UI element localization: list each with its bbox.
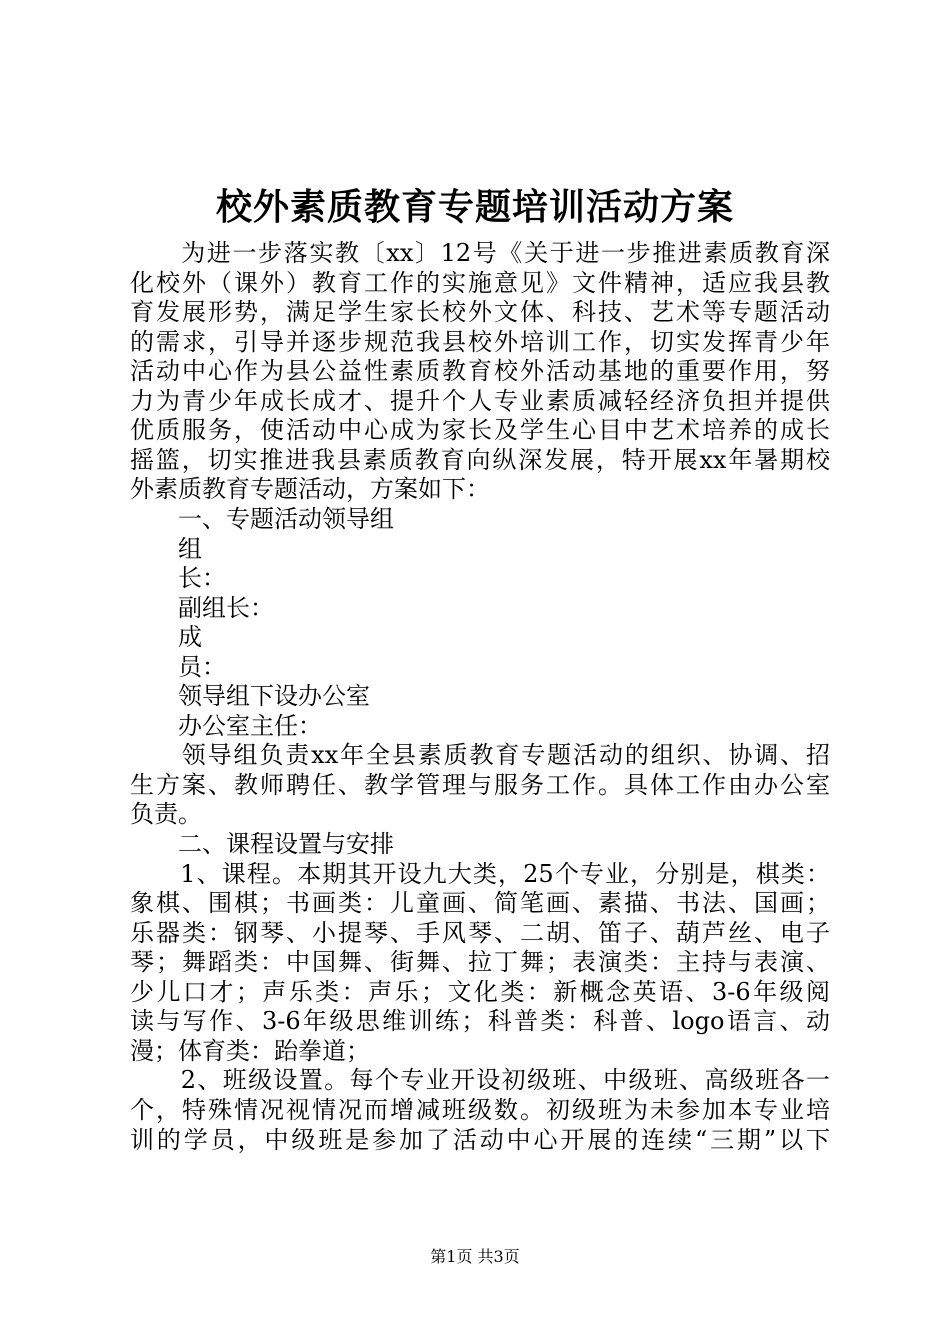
body-line: 活动中心作为县公益性素质教育校外活动基地的重要作用，努 [130, 357, 830, 386]
body-line: 训的学员，中级班是参加了活动中心开展的连续“三期”以下 [130, 1125, 830, 1154]
body-line: 员： [130, 652, 226, 681]
body-line: 负责。 [130, 800, 202, 829]
body-line: 领导组下设办公室 [130, 682, 370, 711]
body-line: 琴；舞蹈类：中国舞、街舞、拉丁舞；表演类：主持与表演、 [130, 948, 830, 977]
body-line: 化校外（课外）教育工作的实施意见》文件精神，适应我县教 [130, 268, 830, 297]
body-line: 摇篮，切实推进我县素质教育向纵深发展，特开展xx年暑期校 [130, 445, 830, 474]
body-line: 读与写作、3-6年级思维训练；科普类：科普、logo语言、动 [130, 1007, 830, 1036]
body-line: 组 [130, 534, 202, 563]
body-line: 乐器类：钢琴、小提琴、手风琴、二胡、笛子、葫芦丝、电子 [130, 918, 830, 947]
body-line: 生方案、教师聘任、教学管理与服务工作。具体工作由办公室 [130, 770, 830, 799]
body-line: 二、课程设置与安排 [130, 830, 394, 858]
body-line: 象棋、围棋；书画类：儿童画、简笔画、素描、书法、国画； [130, 889, 830, 918]
body-line: 办公室主任： [130, 711, 322, 740]
body-line: 力为青少年成长成才、提升个人专业素质减轻经济负担并提供 [130, 386, 830, 415]
body-line: 优质服务，使活动中心成为家长及学生心目中艺术培养的成长 [130, 416, 830, 445]
body-line: 成 [130, 623, 202, 652]
body-line: 长： [130, 564, 226, 593]
body-line: 个，特殊情况视情况而增减班级数。初级班为未参加本专业培 [130, 1095, 830, 1124]
body-line: 领导组负责xx年全县素质教育专题活动的组织、协调、招 [130, 741, 830, 770]
body-line: 副组长： [130, 593, 274, 622]
body-line: 育发展形势，满足学生家长校外文体、科技、艺术等专题活动 [130, 298, 830, 327]
body-line: 少儿口才；声乐类：声乐；文化类：新概念英语、3-6年级阅 [130, 977, 830, 1006]
page-title: 校外素质教育专题培训活动方案 [215, 186, 734, 228]
body-line: 的需求，引导并逐步规范我县校外培训工作，切实发挥青少年 [130, 327, 830, 356]
body-line: 一、专题活动领导组 [130, 504, 394, 533]
page-footer: 第1页 共3页 [430, 1247, 520, 1266]
body-line: 漫；体育类：跆拳道； [130, 1036, 370, 1065]
body-line: 1、课程。本期其开设九大类，25个专业，分别是，棋类： [130, 859, 830, 888]
body-line: 外素质教育专题活动，方案如下： [130, 475, 490, 504]
body-line: 为进一步落实教〔xx〕12号《关于进一步推进素质教育深 [130, 239, 830, 267]
body-line: 2、班级设置。每个专业开设初级班、中级班、高级班各一 [130, 1066, 830, 1095]
